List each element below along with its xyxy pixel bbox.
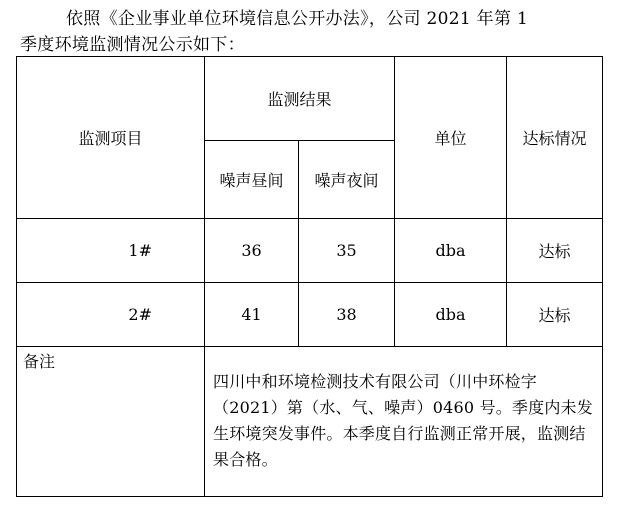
row-compliance: 达标 <box>507 219 603 283</box>
header-day-noise: 噪声昼间 <box>205 141 299 219</box>
header-compliance: 达标情况 <box>507 57 603 219</box>
row-unit: dba <box>395 283 507 347</box>
monitoring-table <box>16 56 603 497</box>
note-text: 四川中和环境检测技术有限公司（川中环检字（2021）第（水、气、噪声）0460 号。季度内未发生环境突发事件。本季度自行监测正常开展，监测结果合格。 <box>205 347 603 497</box>
table-row <box>17 219 603 283</box>
header-unit: 单位 <box>395 57 507 219</box>
header-night-noise: 噪声夜间 <box>299 141 395 219</box>
row-compliance: 达标 <box>507 283 603 347</box>
intro-line-2: 季度环境监测情况公示如下： <box>20 35 245 55</box>
row-day-noise: 41 <box>205 283 299 347</box>
row-night-noise: 35 <box>299 219 395 283</box>
row-night-noise: 38 <box>299 283 395 347</box>
row-day-noise: 36 <box>205 219 299 283</box>
row-item: 1# <box>17 219 205 283</box>
row-unit: dba <box>395 219 507 283</box>
intro-paragraph <box>20 6 616 58</box>
note-label: 备注 <box>17 347 205 497</box>
header-monitor-item: 监测项目 <box>17 57 205 219</box>
intro-line-1: 依照《企业事业单位环境信息公开办法》，公司 2021 年第 1 <box>66 9 529 29</box>
row-item: 2# <box>17 283 205 347</box>
header-monitor-result: 监测结果 <box>205 57 395 141</box>
table-row <box>17 283 603 347</box>
